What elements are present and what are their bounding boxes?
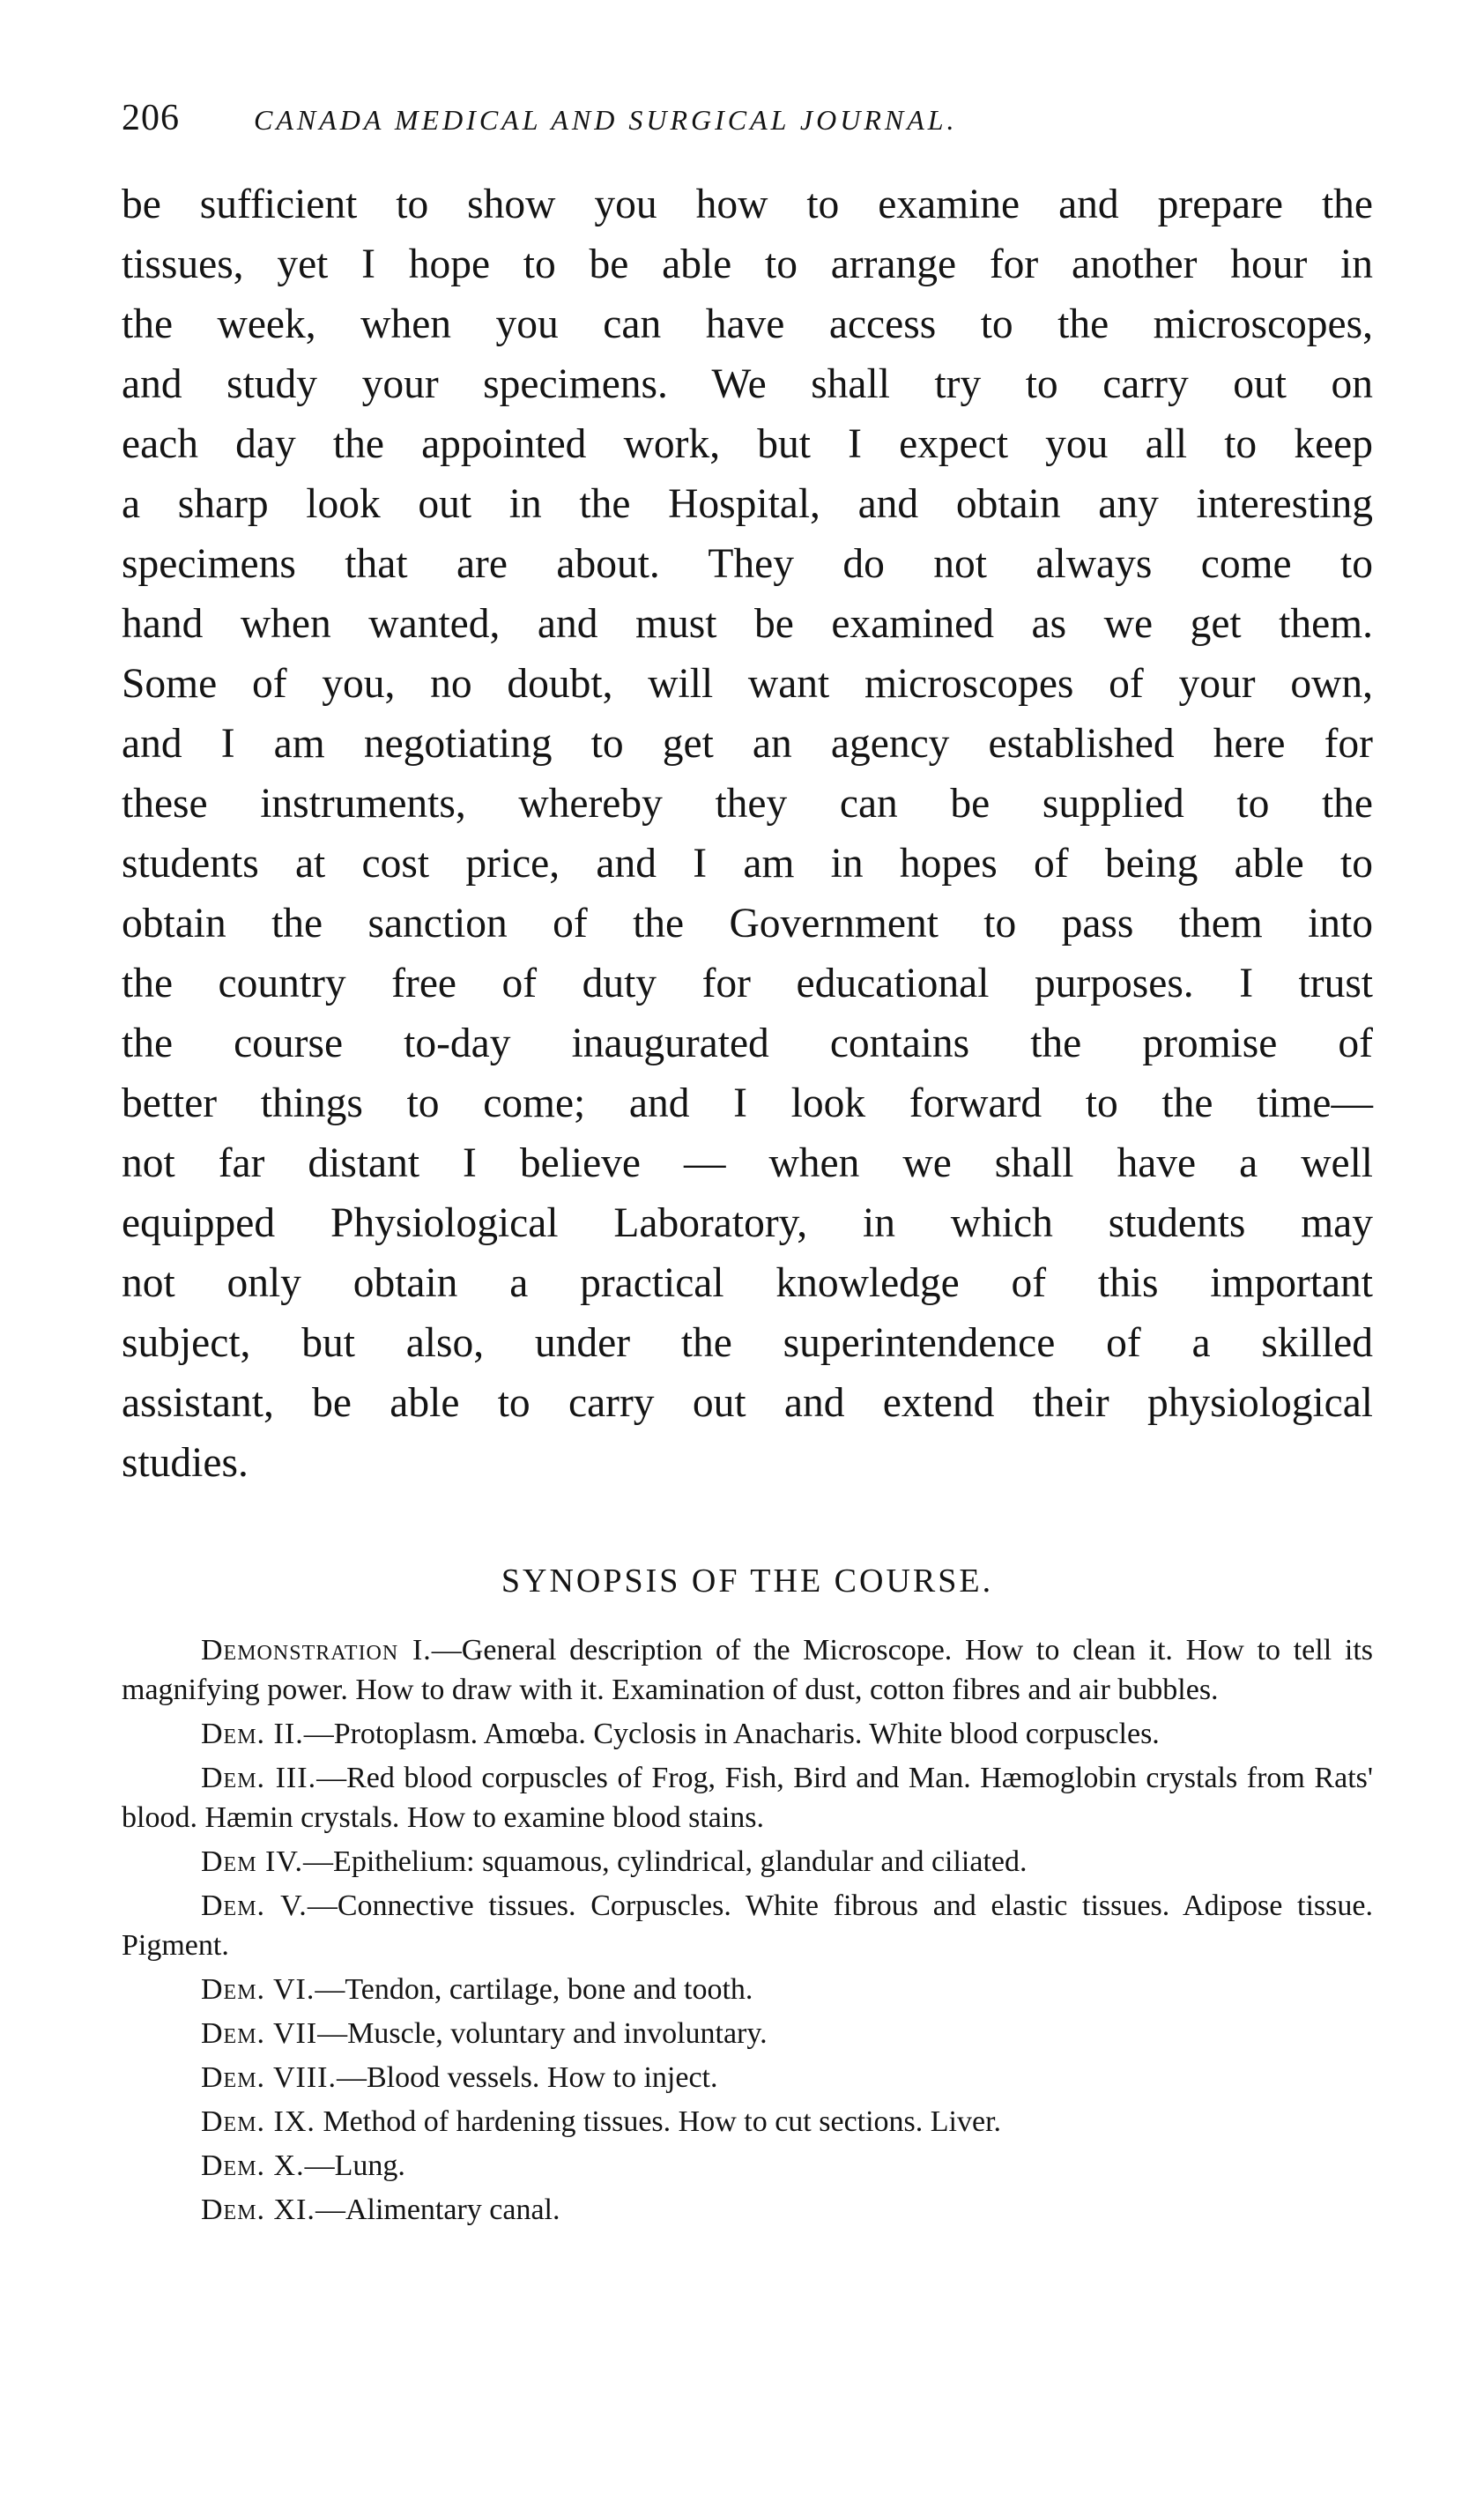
body-line: a sharp look out in the Hospital, and obtain any interesting (122, 481, 1373, 527)
synopsis-item-label: Dem. IX. (201, 2105, 315, 2138)
running-head: CANADA MEDICAL AND SURGICAL JOURNAL. (254, 104, 958, 136)
body-line: these instruments, whereby they can be supplied to the (122, 781, 1373, 827)
synopsis-list (122, 1630, 1373, 2230)
synopsis-item-label: Dem. VII (201, 2017, 318, 2050)
page-number: 206 (122, 98, 180, 138)
synopsis-item-text: —Epithelium: squamous, cylindrical, glandular and ciliated. (303, 1845, 1028, 1878)
synopsis-item-label: Dem. XI. (201, 2194, 315, 2226)
synopsis-item-label: Dem. X. (201, 2149, 305, 2182)
synopsis-item (122, 2102, 1373, 2142)
synopsis-item-label: Dem. VI. (201, 1973, 315, 2006)
synopsis-item-text: —General description of the Microscope. How to clean it. How to tell its magnifying power. How to draw with it. Examination of dust, cotton fibres and air bubbles. (122, 1634, 1374, 1706)
body-line: tissues, yet I hope to be able to arrange for another hour in (122, 241, 1373, 287)
journal-page (122, 97, 1373, 2234)
synopsis-item-text: —Muscle, voluntary and involuntary. (317, 2017, 768, 2050)
body-line: not only obtain a practical knowledge of this important (122, 1260, 1373, 1306)
synopsis-item-text: Method of hardening tissues. How to cut sections. Liver. (315, 2105, 1002, 2138)
synopsis-item-text: —Protoplasm. Amœba. Cyclosis in Anacharis. White blood corpuscles. (303, 1718, 1160, 1750)
synopsis-item (122, 1886, 1373, 1965)
synopsis-item-label: Dem. V. (201, 1889, 308, 1922)
synopsis-item (122, 2014, 1373, 2053)
synopsis-item-text: —Blood vessels. How to inject. (336, 2061, 718, 2094)
body-line: the country free of duty for educational purposes. I trust (122, 961, 1373, 1006)
synopsis-item (122, 1842, 1373, 1882)
synopsis-item (122, 1970, 1373, 2009)
synopsis-item-label: Dem IV. (201, 1845, 304, 1878)
synopsis-title: SYNOPSIS OF THE COURSE. (501, 1563, 994, 1600)
synopsis-item (122, 2190, 1373, 2230)
body-line: be sufficient to show you how to examine and prepare the (122, 182, 1373, 227)
body-line: better things to come; and I look forward to the time— (122, 1080, 1373, 1126)
body-line: the course to-day inaugurated contains the promise of (122, 1021, 1373, 1066)
synopsis-item (122, 1714, 1373, 1754)
synopsis-item-text: —Red blood corpuscles of Frog, Fish, Bird and Man. Hæmoglobin crystals from Rats' blood. Hæmin crystals. How to examine blood stains. (122, 1762, 1373, 1834)
body-line: hand when wanted, and must be examined as we get them. (122, 601, 1373, 647)
body-line: subject, but also, under the superintendence of a skilled (122, 1320, 1373, 1366)
synopsis-item-label: Dem. III. (201, 1762, 317, 1794)
synopsis-item (122, 1758, 1373, 1837)
body-line: obtain the sanction of the Government to pass them into (122, 901, 1373, 946)
synopsis-item-label: Dem. II. (201, 1718, 304, 1750)
synopsis-item-text: —Tendon, cartilage, bone and tooth. (315, 1973, 753, 2006)
body-line: the week, when you can have access to the microscopes, (122, 301, 1373, 347)
synopsis-item (122, 1630, 1373, 1710)
body-line: students at cost price, and I am in hopes of being able to (122, 841, 1373, 887)
body-line: assistant, be able to carry out and extend their physiological (122, 1380, 1373, 1426)
synopsis-item-label: Demonstration I. (201, 1634, 432, 1666)
synopsis-item-text: —Connective tissues. Corpuscles. White fibrous and elastic tissues. Adipose tissue. Pigment. (122, 1889, 1373, 1962)
body-line: Some of you, no doubt, will want microscopes of your own, (122, 661, 1373, 707)
body-line: equipped Physiological Laboratory, in which students may (122, 1200, 1373, 1246)
body-line: and study your specimens. We shall try to carry out on (122, 361, 1373, 407)
body-paragraph (122, 174, 1373, 1493)
body-line: not far distant I believe — when we shall have a well (122, 1140, 1373, 1186)
synopsis-item (122, 2058, 1373, 2097)
body-line: each day the appointed work, but I expect you all to keep (122, 421, 1373, 467)
synopsis-item-text: —Lung. (304, 2149, 405, 2182)
synopsis-item-label: Dem. VIII. (201, 2061, 337, 2094)
body-line: studies. (122, 1440, 249, 1486)
body-line: and I am negotiating to get an agency established here for (122, 721, 1373, 767)
body-line: specimens that are about. They do not always come to (122, 541, 1373, 587)
synopsis-item-text: —Alimentary canal. (315, 2194, 560, 2226)
page-header (122, 97, 1373, 150)
synopsis-item (122, 2146, 1373, 2186)
